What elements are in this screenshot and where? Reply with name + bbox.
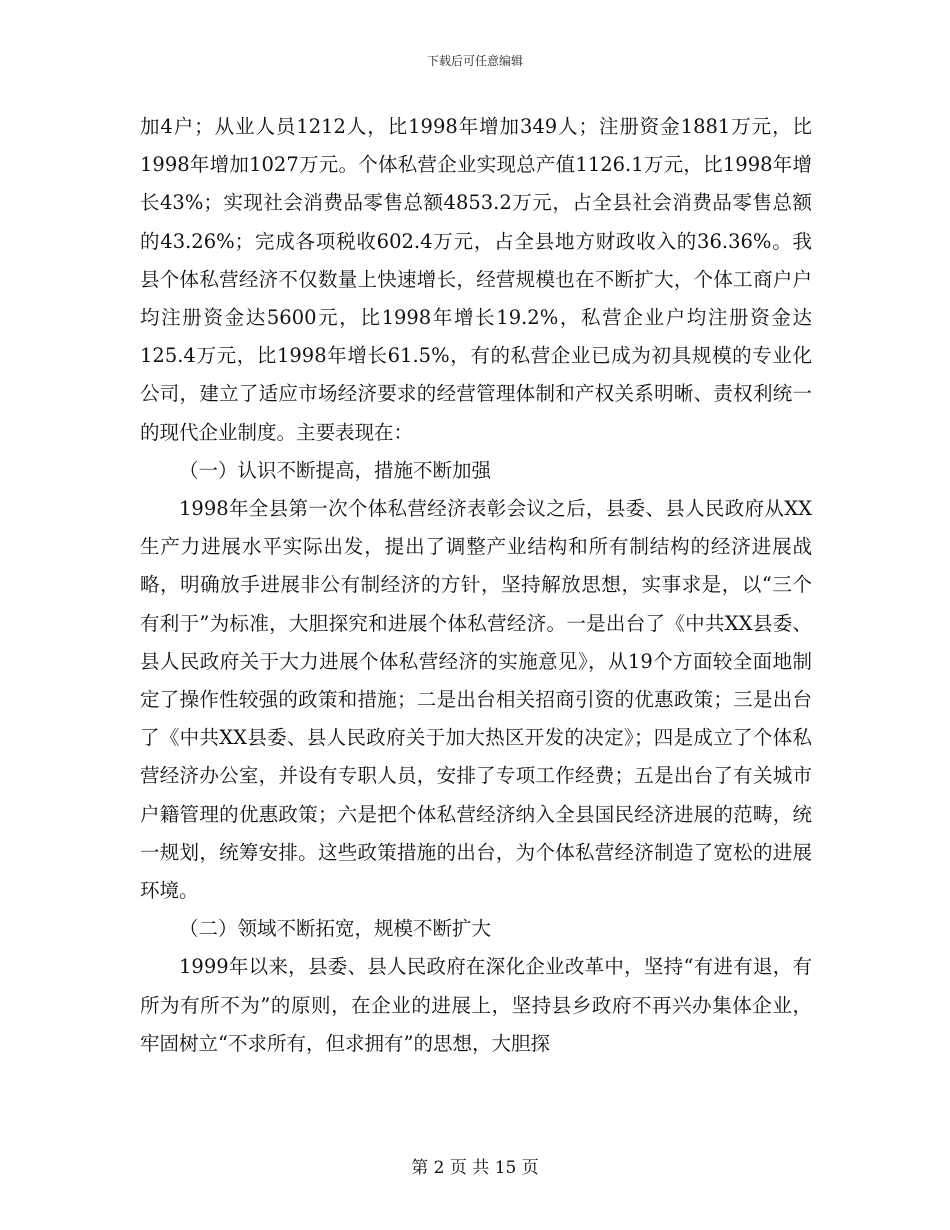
paragraph: 1998年全县第一次个体私营经济表彰会议之后，县委、县人民政府从XX生产力进展水平实际出发，提出了调整产业结构和所有制结构的经济进展战略，明确放手进展非公有制经济的方针，坚持解放思想，实事求是，以“三个有利于”为标准，大胆探究和进展个体私营经济。一是出台了《中共XX县委、县人民政府关于大力进展个体私营经济的实施意见》，从19个方面较全面地制定了操作性较强的政策和措施；二是出台相关招商引资的优惠政策；三是出台了《中共XX县委、县人民政府关于加大热区开发的决定》；四是成立了个体私营经济办公室，并设有专职人员，安排了专项工作经费；五是出台了有关城市户籍管理的优惠政策；六是把个体私营经济纳入全县国民经济进展的范畴，统一规划，统筹安排。这些政策措施的出台，为个体私营经济制造了宽松的进展环境。 bbox=[140, 497, 812, 903]
section-heading: （二）领域不断拓宽，规模不断扩大 bbox=[179, 917, 492, 941]
document-body bbox=[140, 108, 812, 1063]
paragraph: 1999年以来，县委、县人民政府在深化企业改革中，坚持“有进有退，有所为有所不为”的原则，在企业的进展上，坚持县乡政府不再兴办集体企业，牢固树立“不求所有，但求拥有”的思想，大胆探 bbox=[140, 955, 812, 1055]
section-heading: （一）认识不断提高，措施不断加强 bbox=[179, 458, 492, 482]
paragraph: 加4户；从业人员1212人，比1998年增加349人；注册资金1881万元，比1998年增加1027万元。个体私营企业实现总产值1126.1万元，比1998年增长43%；实现社会消费品零售总额4853.2万元，占全县社会消费品零售总额的43.26%；完成各项税收602.4万元，占全县地方财政收入的36.36%。我县个体私营经济不仅数量上快速增长，经营规模也在不断扩大，个体工商户户均注册资金达5600元，比1998年增长19.2%，私营企业户均注册资金达125.4万元，比1998年增长61.5%，有的私营企业已成为初具规模的专业化公司，建立了适应市场经济要求的经营管理体制和产权关系明晰、责权利统一的现代企业制度。主要表现在： bbox=[140, 115, 812, 444]
page-header: 下载后可任意编辑 bbox=[426, 54, 523, 68]
page-footer: 第 2 页 共 15 页 bbox=[411, 1158, 539, 1178]
